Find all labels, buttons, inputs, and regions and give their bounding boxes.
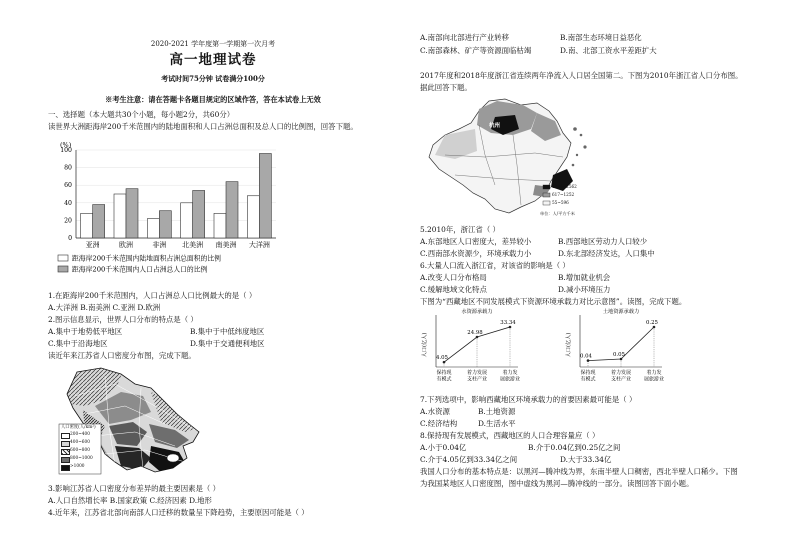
bar-population-5: [259, 154, 271, 238]
bar-area-1: [114, 194, 126, 238]
question-8-option-a: A.小于0.04亿: [420, 443, 467, 452]
bar-area-2: [147, 219, 159, 238]
legend-swatch-5: [61, 465, 70, 471]
question-6-option-a: A.改变人口分布格局: [420, 273, 487, 282]
x-tick-label: 展旅游业: [643, 376, 665, 383]
data-point: [509, 326, 512, 329]
y-tick-label: 0: [68, 235, 72, 242]
legend-label-5: >1000: [70, 464, 85, 469]
y-tick-label: 60: [64, 182, 72, 190]
question-2-option-a: A.集中于地势低平地区: [48, 327, 123, 336]
x-tick-label: 支柱产业: [466, 376, 488, 383]
question-8-option-d: D.大于33.34亿: [560, 455, 612, 464]
question-2-option-b: B.集中于中低纬度地区: [190, 327, 265, 336]
question-5-option-c: C.西南部水资源少，环境承载力小: [420, 249, 532, 258]
chart-title: 水资源承载力: [461, 309, 493, 315]
question-2-option-c: C.集中于沿海地区: [48, 339, 108, 348]
value-label: 4.05: [435, 355, 449, 362]
legend-label-2: 400~600: [70, 440, 91, 445]
bar-area-5: [247, 196, 259, 238]
x-tick-label: 北美洲: [182, 241, 204, 249]
legend-swatch-4: [61, 457, 70, 463]
bar-area-3: [181, 203, 193, 238]
tibet-intro: 下图为“西藏地区不同发展模式下资源环境承载力对比示意图”。读图，完成下题。: [420, 297, 687, 306]
section-heading: 一、选择题（本大题共30个小题，每小题2分，共60分）: [48, 110, 235, 119]
bar-area-4: [214, 213, 226, 238]
question-7-option-d: D.生活水平: [478, 419, 516, 428]
question-2: 2.图示信息显示，世界人口分布的特点是（ ）: [48, 315, 198, 324]
water-capacity-chart: [418, 309, 534, 393]
question-8-option-c: C.介于4.05亿到33.34亿之间: [420, 455, 518, 464]
question-7-option-a: A.水资源: [420, 407, 450, 416]
question-3-options: A.人口自然增长率 B.国家政策 C.经济因素 D.地形: [48, 496, 212, 505]
value-label: 33.34: [500, 319, 516, 326]
x-tick-label: 着力发: [502, 370, 518, 376]
question-1: 1.在距海岸200千米范围内，人口占洲总人口比例最大的是（ ）: [48, 291, 257, 300]
section-intro: 读世界大洲距海岸200千米范围内的陆地面积和人口占洲总面积及总人口的比例图，回答下题。: [48, 122, 358, 131]
value-label: 24.98: [467, 330, 483, 337]
y-tick-label: 40: [64, 199, 72, 207]
y-axis-label: 人口(亿人): [566, 332, 572, 358]
question-4: 4.近年来，江苏省北部向南部人口迁移的数量呈下降趋势，主要原因可能是（ ）: [48, 508, 309, 517]
legend-swatch-1: [61, 433, 70, 439]
question-5-option-d: D.东北部经济发达，人口集中: [558, 249, 655, 258]
question-5-option-b: B.西部地区劳动力人口较少: [558, 237, 648, 246]
legend-swatch-2: [61, 441, 70, 447]
x-tick-label: 着力发展: [610, 370, 632, 376]
exam-title: 高一地理试卷: [169, 52, 257, 68]
legend-swatch-1: [58, 266, 68, 272]
value-label: 0.25: [645, 320, 659, 326]
question-8: 8.保持现有发展模式，西藏地区的人口合理容量应（ ）: [420, 431, 600, 440]
question-4-option-b: B.南部生态环境日益恶化: [560, 33, 642, 42]
legend-swatch-0: [58, 255, 68, 261]
land-capacity-chart: [562, 309, 678, 393]
question-5: 5.2010年，浙江省（ ）: [420, 225, 500, 234]
y-axis-label: 人口(亿人): [422, 332, 428, 358]
question-4-option-a: A.南部向北部进行产业转移: [420, 33, 509, 42]
x-tick-label: 展旅游业: [499, 376, 521, 383]
bar-population-0: [93, 205, 105, 238]
legend-swatch-3: [61, 449, 70, 455]
zhejiang-population-map: [425, 95, 615, 223]
bar-population-3: [193, 190, 205, 238]
zhejiang-legend-3: 55~596: [552, 200, 569, 205]
x-tick-label: 亚洲: [85, 241, 100, 249]
jiangsu-intro: 读近年来江苏省人口密度分布图，完成下题。: [48, 351, 196, 360]
exam-term: 2020-2021 学年度第一学期第一次月考: [150, 40, 276, 48]
value-label: 0.05: [612, 352, 626, 358]
question-2-option-d: D.集中于交通便利地区: [190, 339, 265, 348]
zhejiang-legend-2: 617~1252: [552, 192, 575, 197]
value-label: 0.04: [579, 353, 593, 360]
x-tick-label: 非洲: [152, 241, 167, 249]
y-tick-label: 100: [60, 147, 72, 154]
legend-label-1: 距海岸200千米范围内人口占洲总人口的比例: [72, 265, 208, 274]
legend-label-1: 200~400: [70, 432, 91, 437]
x-tick-label: 有模式: [580, 376, 596, 383]
bar-area-0: [81, 213, 93, 238]
question-4-option-d: D.南、北部工资水平差距扩大: [560, 46, 657, 55]
x-tick-label: 保持现: [580, 370, 596, 376]
y-unit-label: (%): [60, 141, 72, 149]
jiangsu-legend-title: 人口密度(人/km²): [61, 425, 96, 430]
question-7-option-c: C.经济结构: [420, 419, 458, 428]
x-tick-label: 保持现: [436, 370, 452, 376]
legend-label-3: 600~800: [70, 448, 91, 453]
x-tick-label: 欧洲: [119, 241, 133, 249]
bar-population-1: [126, 189, 138, 238]
question-1-options: A.大洋洲 B.南美洲 C.亚洲 D.欧洲: [48, 303, 161, 312]
zhejiang-legend-unit: 单位：人/平方千米: [540, 211, 575, 216]
question-6-option-d: D.减小环境压力: [558, 285, 611, 294]
final-intro-line-2: 为我国某地区人口密度图，图中虚线为黑河—腾冲线的一部分。读图回答下面小题。: [420, 479, 694, 488]
data-point: [587, 359, 590, 362]
final-intro-line-1: 我国人口分布的基本特点是：以黑河—腾冲线为界，东南半壁人口稠密，西北半壁人口稀少。下图: [420, 467, 738, 476]
question-6-option-c: C.缓解地域文化特点: [420, 285, 487, 294]
question-6: 6.大量人口流入浙江省，对该省的影响是（ ）: [420, 261, 570, 270]
data-point: [653, 326, 656, 329]
exam-info: 考试时间75分钟 试卷满分100分: [161, 74, 265, 83]
question-5-option-a: A.东部地区人口密度大，差异较小: [420, 237, 532, 246]
city-label-hangzhou: 杭州: [489, 123, 501, 129]
legend-label-4: 800~1000: [70, 456, 93, 461]
legend-label-0: 距海岸200千米范围内陆地面积占洲总面积的比例: [72, 254, 221, 263]
zhejiang-legend-1: 1630~2562: [552, 184, 577, 189]
question-4-option-c: C.南部森林、矿产等资源面临枯竭: [420, 46, 532, 55]
y-tick-label: 20: [64, 217, 72, 225]
chart-title: 土地资源承载力: [602, 309, 640, 315]
question-7-option-b: B.土地资源: [478, 407, 516, 416]
x-tick-label: 有模式: [436, 376, 452, 383]
x-tick-label: 大洋洲: [248, 241, 270, 249]
x-tick-label: 支柱产业: [610, 376, 632, 383]
question-7: 7.下列选项中，影响西藏地区环境承载力的首要因素最可能是（ ）: [420, 395, 637, 404]
population-bar-chart: [48, 138, 298, 286]
data-point: [443, 361, 446, 364]
question-8-option-b: B.介于0.04亿到0.25亿之间: [528, 443, 621, 452]
data-point: [620, 358, 623, 361]
question-6-option-b: B.增加就业机会: [558, 273, 611, 282]
zhejiang-intro-line-1: 2017年度和2018年度浙江省连续两年净流入人口居全国第二。下图为2010年浙江省人口分布图。: [420, 71, 743, 80]
x-tick-label: 南美洲: [215, 241, 237, 249]
question-3: 3.影响江苏省人口密度分布差异的最主要因素是（ ）: [48, 484, 220, 493]
zhejiang-intro-line-2: 据此回答下题。: [420, 83, 472, 92]
bar-population-2: [159, 211, 171, 238]
x-tick-label: 着力发展: [466, 370, 488, 376]
candidate-notice: ※考生注意：请在答题卡各题目规定的区域作答，答在本试卷上无效: [105, 95, 321, 104]
data-point: [476, 336, 479, 339]
x-tick-label: 着力发: [646, 370, 662, 376]
y-tick-label: 80: [64, 164, 72, 172]
bar-population-4: [226, 182, 238, 238]
